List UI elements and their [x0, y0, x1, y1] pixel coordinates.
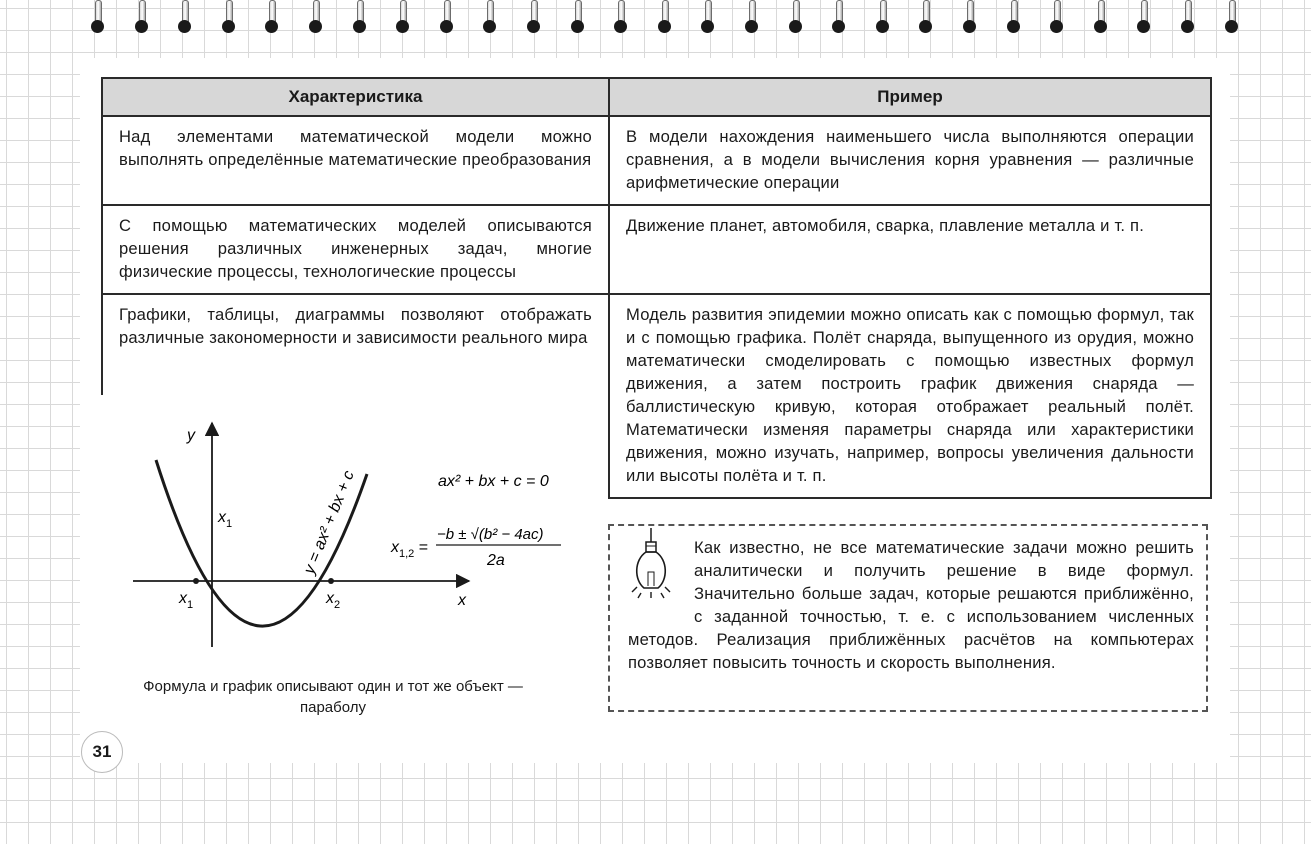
quadratic-equation: ax² + bx + c = 0 — [438, 473, 549, 490]
binding-ring — [133, 0, 151, 38]
row-example: Модель развития эпидемии можно описать как с помощью формул, так и с помощью графика. Полёт снаряда, выпущенного из орудия, можно математически смоделировать с помощью известных формул движения, а затем построить график движения снаряда — баллистическую кривую, которая отображает реальный полёт. Математически изменяя параметры снаряда или характеристики движения, можно изучать, например, вопросы увеличения дальности или высоты полёта и т. п. — [609, 294, 1211, 498]
binding-ring — [1092, 0, 1110, 38]
binding-ring — [612, 0, 630, 38]
binding-ring — [743, 0, 761, 38]
binding-ring — [1005, 0, 1023, 38]
binding-ring — [176, 0, 194, 38]
binding-ring — [1135, 0, 1153, 38]
root-formula-lhs: $x_{1,2}$ = — [391, 539, 429, 560]
binding-ring — [787, 0, 805, 38]
parabola-graph — [101, 395, 608, 675]
binding-ring — [1179, 0, 1197, 38]
root-point-x2 — [328, 578, 334, 584]
binding-ring — [481, 0, 499, 38]
root-point-x1 — [193, 578, 199, 584]
table-row — [102, 205, 1211, 294]
binding-ring — [263, 0, 281, 38]
binding-ring — [89, 0, 107, 38]
x2-label: $x_2$ — [326, 590, 341, 611]
row-example: В модели нахождения наименьшего числа выполняются операции сравнения, а в модели вычисления корня уравнения — различные арифметические операции — [609, 116, 1211, 205]
table-row — [102, 116, 1211, 205]
binding-ring — [830, 0, 848, 38]
binding-ring — [917, 0, 935, 38]
binding-ring — [307, 0, 325, 38]
root-formula-numerator: −b ± √(b² − 4ac) — [437, 526, 544, 543]
header-example: Пример — [609, 78, 1211, 116]
root-formula-denominator: 2a — [487, 552, 505, 569]
note-text-block — [628, 536, 1194, 674]
binding-ring — [394, 0, 412, 38]
spiral-binding — [0, 0, 1311, 40]
x1-label-axis: $x_1$ — [218, 509, 233, 530]
binding-ring — [699, 0, 717, 38]
figure-caption: Формула и график описывают один и тот же объект — параболу — [143, 678, 523, 716]
row-characteristic: Графики, таблицы, диаграммы позволяют отображать различные закономерности и зависимости реального мира — [102, 294, 609, 498]
binding-ring — [351, 0, 369, 38]
binding-ring — [1048, 0, 1066, 38]
root-formula — [390, 526, 561, 569]
row-example: Движение планет, автомобиля, сварка, плавление металла и т. п. — [609, 205, 1211, 294]
binding-ring — [656, 0, 674, 38]
binding-ring — [1223, 0, 1241, 38]
binding-ring — [220, 0, 238, 38]
row-characteristic: Над элементами математической модели можно выполнять определённые математические преобразования — [102, 116, 609, 205]
curve-equation-label: y = ax² + bx + c — [300, 468, 358, 577]
binding-ring — [874, 0, 892, 38]
binding-ring — [961, 0, 979, 38]
binding-ring — [569, 0, 587, 38]
table-header-row — [102, 78, 1211, 116]
note-text: Как известно, не все математические задачи можно решить аналитически и получить решение в виде формул. Значительно больше задач, которые решаются приближённо, с заданной точностью, т. е. с использованием численных методов. Реализация приближённых расчётов на компьютерах позволяет повысить точность и скорость выполнения. — [628, 538, 1194, 672]
x-axis-label: x — [458, 592, 466, 609]
binding-ring — [438, 0, 456, 38]
page-number: 31 — [81, 731, 123, 773]
y-axis-label: y — [187, 427, 195, 444]
info-note — [608, 524, 1208, 712]
binding-ring — [525, 0, 543, 38]
row-characteristic: С помощью математических моделей описываются решения различных инженерных задач, многие физические процессы, технологические процессы — [102, 205, 609, 294]
header-characteristic: Характеристика — [102, 78, 609, 116]
x1-label: $x_1$ — [179, 590, 194, 611]
